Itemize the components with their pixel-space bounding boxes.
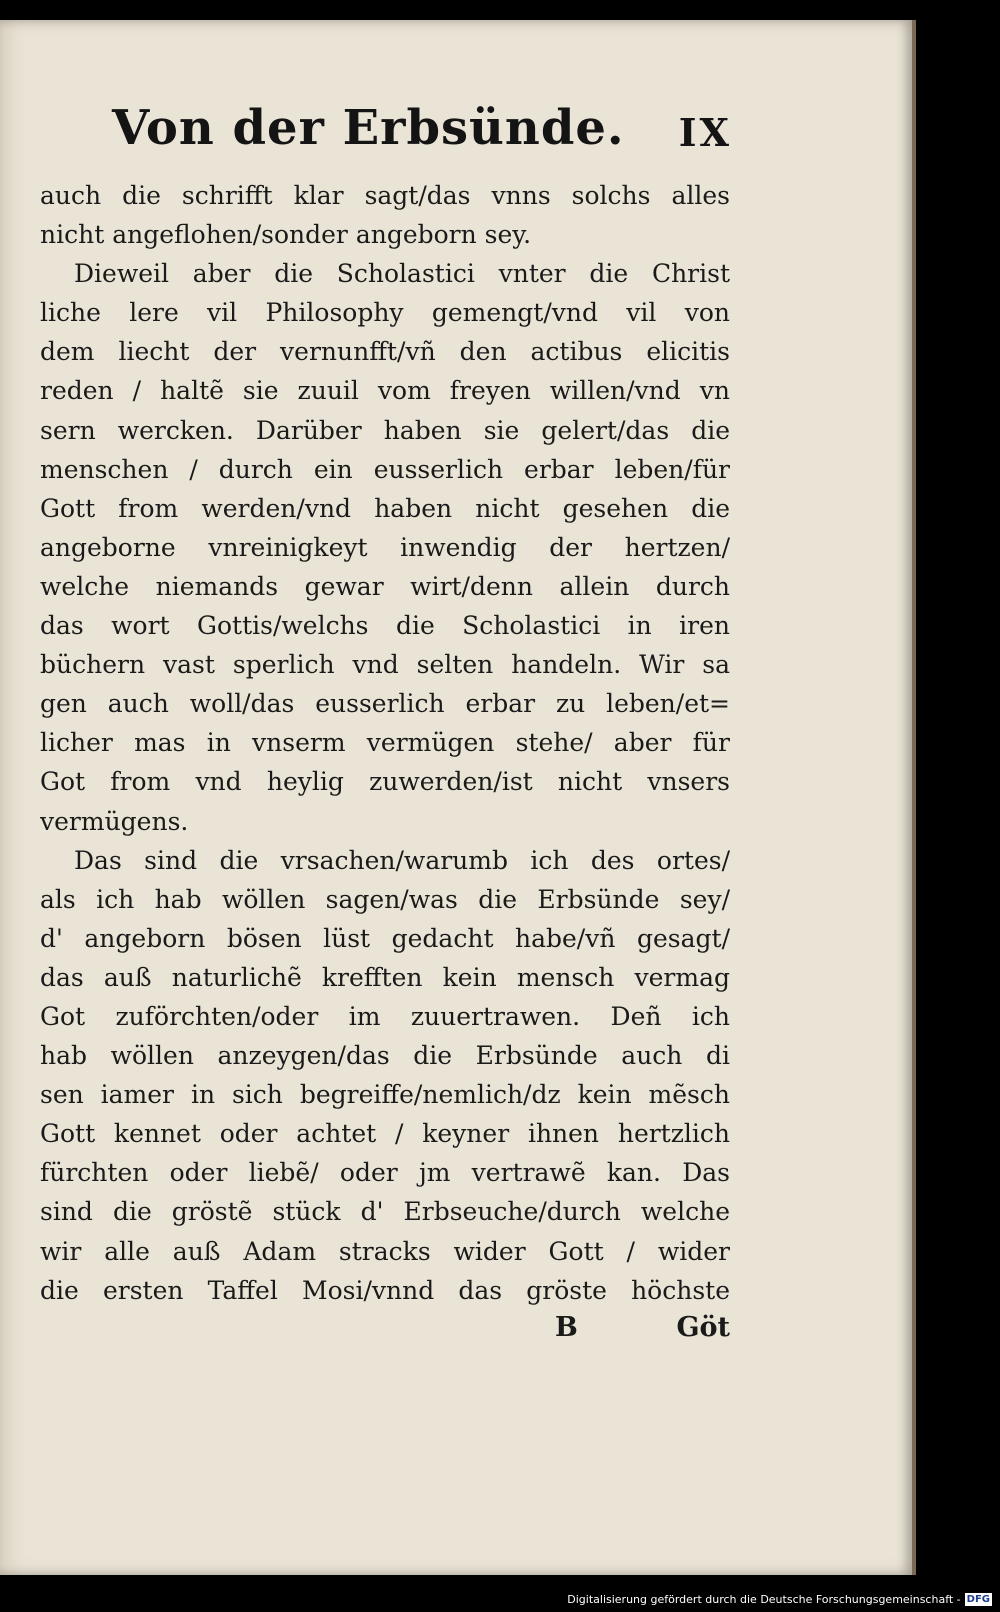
text-line: Gott from werden/vnd haben nicht gesehen die: [40, 493, 730, 523]
text-line: menschen / durch ein eusserlich erbar leben/für: [40, 454, 730, 484]
page-edge: [912, 20, 916, 1575]
text-line: das wort Gottis/welchs die Scholastici in iren: [40, 611, 730, 641]
text-line: Das sind die vrsachen/warumb ich des ortes/: [74, 845, 730, 875]
text-line: sern wercken. Darüber haben sie gelert/das die: [40, 415, 730, 445]
running-title: Von der Erbsünde.: [112, 100, 625, 156]
text-line: wir alle auß Adam stracks wider Gott / wider: [40, 1236, 730, 1266]
folio-number: IX: [678, 110, 732, 155]
text-line: Dieweil aber die Scholastici vnter die Christ: [74, 259, 730, 289]
signature-mark: B: [555, 1312, 578, 1343]
text-line: als ich hab wöllen sagen/was die Erbsünde sey/: [40, 884, 730, 914]
text-line: dem liecht der vernunfft/vñ den actibus elicitis: [40, 337, 730, 367]
catchword: Göt: [676, 1312, 730, 1343]
text-line: licher mas in vnserm vermügen stehe/ aber für: [40, 728, 730, 758]
text-line: reden / haltẽ sie zuuil vom freyen willen/vnd vn: [40, 376, 730, 406]
text-line: angeborne vnreinigkeyt inwendig der hertzen/: [40, 532, 730, 562]
text-line: auch die schrifft klar sagt/das vnns solchs alles: [40, 181, 730, 210]
text-line: sen iamer in sich begreiffe/nemlich/dz kein mẽsch: [40, 1080, 730, 1110]
footer-credit: [567, 1593, 992, 1606]
text-line: gen auch woll/das eusserlich erbar zu leben/et=: [40, 689, 730, 719]
body-text: [40, 176, 730, 1310]
running-head: [112, 100, 732, 172]
footer-text: Digitalisierung gefördert durch die Deutsche Forschungsgemeinschaft -: [567, 1593, 961, 1606]
text-line: büchern vast sperlich vnd selten handeln. Wir sa: [40, 650, 730, 680]
text-line: fürchten oder liebẽ/ oder jm vertrawẽ kan. Das: [40, 1158, 730, 1188]
text-line: das auß naturlichẽ krefften kein mensch vermag: [40, 962, 730, 992]
text-line: liche lere vil Philosophy gemengt/vnd vil von: [40, 298, 730, 328]
text-line: die ersten Taffel Mosi/vnnd das gröste höchste: [40, 1275, 730, 1305]
text-line: hab wöllen anzeygen/das die Erbsünde auch di: [40, 1041, 730, 1071]
text-line: Gott kennet oder achtet / keyner ihnen hertzlich: [40, 1119, 730, 1149]
text-line: nicht angeflohen/sonder angeborn sey.: [40, 220, 532, 250]
text-line: welche niemands gewar wirt/denn allein durch: [40, 571, 730, 601]
dfg-logo: DFG: [966, 1594, 990, 1605]
text-line: vermügens.: [40, 806, 189, 836]
catchline: [540, 1312, 730, 1356]
text-line: Got zuförchten/oder im zuuertrawen. Deñ ich: [40, 1001, 730, 1031]
text-line: sind die gröstẽ stück d' Erbseuche/durch welche: [40, 1197, 730, 1227]
text-line: d' angeborn bösen lüst gedacht habe/vñ gesagt/: [40, 923, 730, 953]
text-line: Got from vnd heylig zuwerden/ist nicht vnsers: [40, 767, 730, 797]
